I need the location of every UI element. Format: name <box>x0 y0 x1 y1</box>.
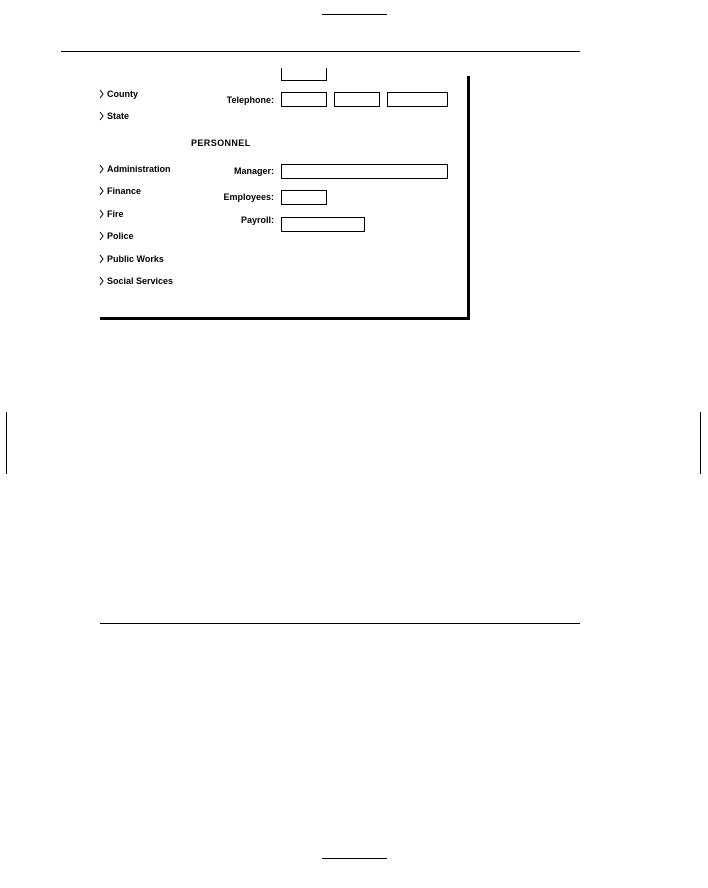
form-frame-bottom-border <box>100 317 470 320</box>
nav-item-public-works[interactable] <box>99 254 164 264</box>
nav-item-label: State <box>107 111 130 121</box>
nav-item-label: Social Services <box>107 276 174 286</box>
nav-item-fire[interactable] <box>99 209 124 219</box>
telephone-area-code-input[interactable] <box>281 92 327 107</box>
payroll-label: Payroll: <box>240 215 274 225</box>
chevron-right-icon <box>99 89 104 99</box>
section-heading-personnel: PERSONNEL <box>191 138 251 148</box>
nav-item-label: Public Works <box>107 254 164 264</box>
chevron-right-icon <box>99 111 104 121</box>
right-margin-mark <box>700 412 701 474</box>
manager-input[interactable] <box>281 164 448 179</box>
form-frame-right-border <box>467 76 470 320</box>
nav-item-label: County <box>107 89 138 99</box>
nav-item-label: Fire <box>107 209 124 219</box>
nav-item-finance[interactable] <box>99 186 141 196</box>
telephone-label: Telephone: <box>226 95 274 105</box>
nav-item-label: Administration <box>107 164 171 174</box>
manager-label: Manager: <box>233 166 274 176</box>
nav-item-police[interactable] <box>99 231 134 241</box>
left-margin-mark <box>6 412 7 474</box>
bottom-page-tick <box>322 858 387 859</box>
payroll-input[interactable] <box>281 217 365 232</box>
chevron-right-icon <box>99 231 104 241</box>
top-page-tick <box>322 14 387 15</box>
nav-item-county[interactable] <box>99 89 138 99</box>
partial-top-input[interactable] <box>281 68 327 81</box>
nav-item-label: Police <box>107 231 134 241</box>
nav-item-label: Finance <box>107 186 142 196</box>
nav-item-state[interactable] <box>99 111 129 121</box>
chevron-right-icon <box>99 164 104 174</box>
nav-item-social-services[interactable] <box>99 276 173 286</box>
chevron-right-icon <box>99 254 104 264</box>
chevron-right-icon <box>99 186 104 196</box>
nav-item-administration[interactable] <box>99 164 171 174</box>
footer-rule <box>100 623 580 624</box>
chevron-right-icon <box>99 276 104 286</box>
telephone-number-input[interactable] <box>387 92 448 107</box>
chevron-right-icon <box>99 209 104 219</box>
employees-label: Employees: <box>223 192 274 202</box>
employees-input[interactable] <box>281 190 327 205</box>
header-rule <box>61 51 580 52</box>
telephone-prefix-input[interactable] <box>334 92 380 107</box>
